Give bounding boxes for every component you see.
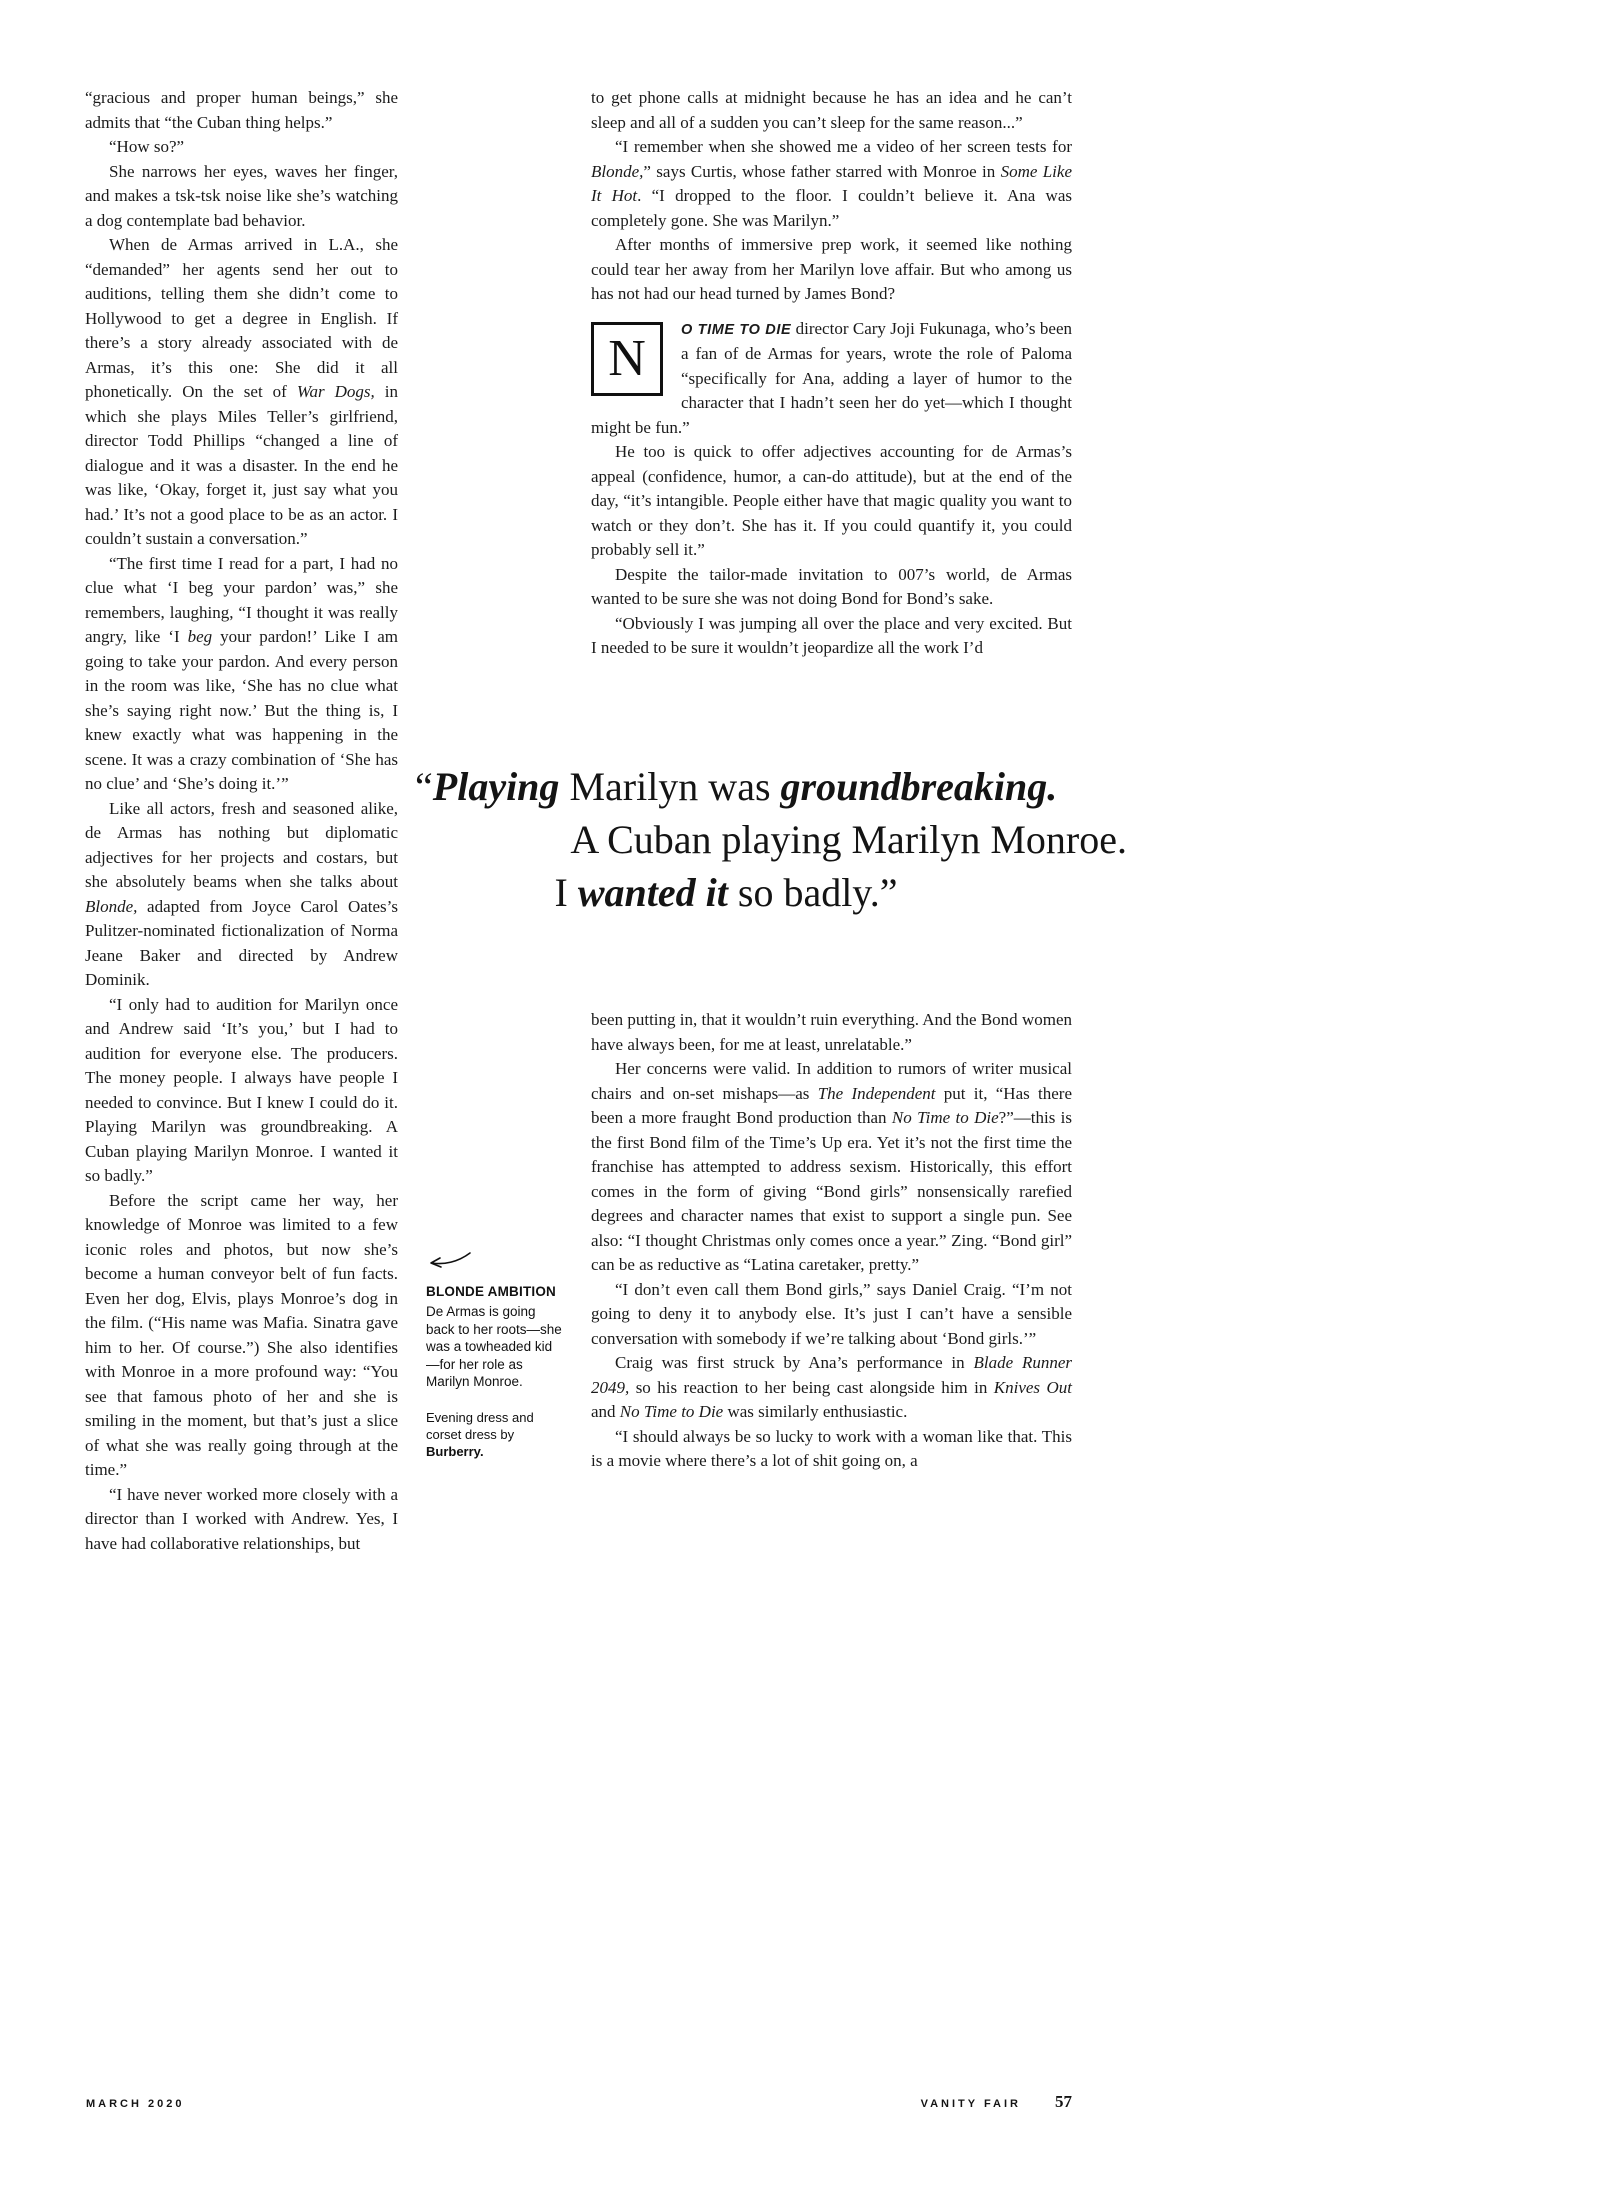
- drop-cap-box: [591, 322, 663, 396]
- paragraph: “I don’t even call them Bond girls,” says Daniel Craig. “I’m not going to deny it to anybody else. It’s just I can’t have a sensible conversation with somebody if we’re talking about ‘Bond girls.’”: [591, 1279, 1072, 1348]
- paragraph: She narrows her eyes, waves her finger, and makes a tsk-tsk noise like she’s watching a dog contemplate bad behavior.: [85, 161, 398, 230]
- pull-quote: [415, 760, 1127, 919]
- paragraph: been putting in, that it wouldn’t ruin everything. And the Bond women have always been, for me at least, unrelatable.”: [591, 1010, 1072, 1054]
- caption-body: De Armas is going back to her roots—she was a towheaded kid—for her role as Marilyn Monroe.: [426, 1304, 562, 1389]
- paragraph: After months of immersive prep work, it seemed like nothing could tear her away from her Marilyn love affair. But who among us has not had our head turned by James Bond?: [591, 235, 1072, 303]
- pull-quote-line: “Playing Marilyn was groundbreaking.: [415, 764, 1058, 809]
- dropcap-text: O TIME TO DIE director Cary Joji Fukunaga, who’s been a fan of de Armas for years, wrote the role of Paloma “specifically for Ana, adding a layer of humor to the character that I hadn’t seen her do yet—which I thought might be fun.”: [591, 318, 1072, 437]
- left-column: [85, 86, 398, 1556]
- caption-heading: BLONDE AMBITION: [426, 1284, 556, 1299]
- dropcap-paragraph: [591, 317, 1072, 441]
- footer-issue: MARCH 2020: [86, 2098, 185, 2110]
- paragraph: “I remember when she showed me a video of her screen tests for Blonde,” says Curtis, whose father starred with Monroe in Some Like It Hot. “I dropped to the floor. I couldn’t believe it. Ana was completely gone. She was Marilyn.”: [591, 137, 1072, 230]
- page-number: 57: [1055, 2092, 1072, 2111]
- drop-cap-letter: N: [608, 329, 646, 387]
- footer-right: [591, 2092, 1072, 2112]
- paragraph: He too is quick to offer adjectives accounting for de Armas’s appeal (confidence, humor, a can-do attitude), but at the end of the day, “it’s intangible. People either have that magic quality you want to watch or they don’t. She has it. If you could quantify it, you could probably sell it.”: [591, 442, 1072, 559]
- paragraph: Her concerns were valid. In addition to rumors of writer musical chairs and on-set mishaps—as The Independent put it, “Has there been a more fraught Bond production than No Time to Die?”—this is the first Bond film of the Time’s Up era. Yet it’s not the first time the franchise has attempted to address sexism. Historically, this effort comes in the form of giving “Bond girls” nonsensically rarefied degrees and character names that exist to support a single pun. See also: “I thought Christmas only comes once a year.” Zing. “Bond girl” can be as reductive as “Latina caretaker, pretty.”: [591, 1059, 1073, 1274]
- paragraph: “Obviously I was jumping all over the place and very excited. But I needed to be sure it wouldn’t jeopardize all the work I’d: [591, 613, 1072, 657]
- paragraph: “The first time I read for a part, I had no clue what ‘I beg your pardon’ was,” she remembers, laughing, “I thought it was really angry, like ‘I beg your pardon!’ Like I am going to take your pardon. And every person in the room was like, ‘She has no clue what she’s saying right now.’ But the thing is, I knew exactly what was happening in the scene. It was a crazy combination of ‘She has no clue’ and ‘She’s doing it.’”: [85, 553, 399, 793]
- paragraph: Craig was first struck by Ana’s performance in Blade Runner 2049, so his reaction to her being cast alongside him in Knives Out and No Time to Die was similarly enthusiastic.: [591, 1353, 1072, 1421]
- paragraph: “How so?”: [109, 137, 185, 156]
- right-column-bottom: [591, 1008, 1072, 1474]
- paragraph: Before the script came her way, her knowledge of Monroe was limited to a few iconic roles and photos, but now she’s become a human conveyor belt of fun facts. Even her dog, Elvis, plays Monroe’s dog in the film. (“His name was Mafia. Sinatra gave him to her. Of course.”) She also identifies with Monroe in a more profound way: “You see that famous photo of her and she is smiling in the moment, but that’s just a slice of what she was really going through at the time.”: [85, 1190, 398, 1479]
- pull-quote-line: A Cuban playing Marilyn Monroe.: [570, 817, 1127, 862]
- paragraph: Despite the tailor-made invitation to 007’s world, de Armas wanted to be sure she was not doing Bond for Bond’s sake.: [591, 564, 1072, 608]
- paragraph: to get phone calls at midnight because he has an idea and he can’t sleep and all of a sudden you can’t sleep for the same reason...”: [591, 88, 1072, 132]
- paragraph: “I have never worked more closely with a director than I worked with Andrew. Yes, I have had collaborative relationships, but: [85, 1484, 398, 1553]
- right-column-top: [591, 86, 1072, 661]
- paragraph: “I should always be so lucky to work with a woman like that. This is a movie where there’s a lot of shit going on, a: [591, 1426, 1072, 1470]
- paragraph: When de Armas arrived in L.A., she “demanded” her agents send her out to auditions, telling them she didn’t come to Hollywood to get a degree in English. If there’s a story already associated with de Armas, it’s this one: She did it all phonetically. On the set of War Dogs, in which she plays Miles Teller’s girlfriend, director Todd Phillips “changed a line of dialogue and it was a disaster. In the end he was like, ‘Okay, forget it, just say what you had.’ It’s not a good place to be as an actor. I couldn’t sustain a conversation.”: [85, 235, 399, 548]
- arrow-left-icon: [428, 1250, 562, 1275]
- pull-quote-line: I wanted it so badly.”: [554, 870, 898, 915]
- footer-brand: VANITY FAIR: [920, 2098, 1021, 2110]
- caption-credit: Evening dress and corset dress by Burberry.: [426, 1409, 534, 1459]
- paragraph: “gracious and proper human beings,” she admits that “the Cuban thing helps.”: [85, 88, 398, 132]
- paragraph: “I only had to audition for Marilyn once and Andrew said ‘It’s you,’ but I had to audition for everyone else. The producers. The money people. I always have people I needed to convince. But I knew I could do it. Playing Marilyn was groundbreaking. A Cuban playing Marilyn Monroe. I wanted it so badly.”: [85, 994, 398, 1185]
- paragraph: Like all actors, fresh and seasoned alike, de Armas has nothing but diplomatic adjectives for her projects and costars, but she absolutely beams when she talks about Blonde, adapted from Joyce Carol Oates’s Pulitzer-nominated fictionalization of Norma Jeane Baker and directed by Andrew Dominik.: [85, 798, 398, 989]
- photo-caption: [426, 1250, 562, 1460]
